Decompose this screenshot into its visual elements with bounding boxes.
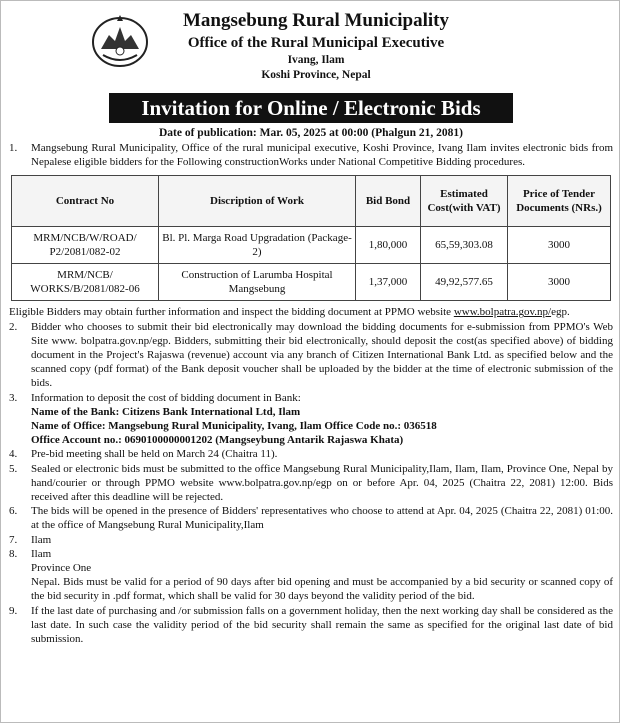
clause-text: Information to deposit the cost of bidding document in Bank:	[31, 391, 301, 404]
clause-5	[9, 462, 613, 505]
clause-number: 1.	[9, 142, 18, 154]
office-name: Name of Office: Mangsebung Rural Municipality, Ivang, Ilam Office Code no.: 036518	[31, 420, 437, 433]
notice-body	[9, 141, 613, 646]
col-description: Discription of Work	[159, 176, 356, 227]
contract-no-cell: MRM/NCB/W/ROAD/ P2/2081/082-02	[12, 227, 159, 264]
clause-2	[9, 320, 613, 391]
contract-no-cell: MRM/NCB/ WORKS/B/2081/082-06	[12, 264, 159, 301]
bid-bond-cell: 1,80,000	[356, 227, 421, 264]
estimated-cost-cell: 65,59,303.08	[421, 227, 508, 264]
clause-text: Mangsebung Rural Municipality, Office of the rural municipal executive, Koshi Province, Ivang Ilam invites electronic bids from Nepalese eligible bidders for the Following constructionWorks under National Competitive Bidding procedures.	[31, 142, 613, 169]
clause-number: 8.	[9, 547, 18, 560]
clause-text: Sealed or electronic bids must be submitted to the office Mangsebung Rural Municipality,Ilam, Ilam, Ilam, Province One, Nepal by hand/courier or through PPMO website www.bolpatra.gov.np/egp on or before Apr. 04, 2025 (Chaitra 22, 2081) 12:00. Bids received after this deadline will be rejected.	[31, 462, 613, 504]
clause-6	[9, 504, 613, 532]
tender-price-cell: 3000	[508, 264, 611, 301]
clause-8-province: Province One	[31, 562, 92, 575]
clause-number: 2.	[9, 320, 18, 333]
clause-number: 9.	[9, 604, 18, 617]
clause-1	[9, 141, 613, 169]
clause-text: Pre-bid meeting shall be held on March 24 (Chaitra 11).	[31, 448, 278, 461]
contracts-table	[11, 175, 611, 301]
municipality-title: Mangsebung Rural Municipality	[182, 10, 450, 31]
letterhead	[151, 9, 481, 83]
col-contract-no: Contract No	[12, 176, 159, 227]
estimated-cost-cell: 49,92,577.65	[421, 264, 508, 301]
clause-3	[9, 391, 613, 405]
bank-name: Name of the Bank: Citizens Bank International Ltd, Ilam	[31, 405, 301, 418]
clause-8	[9, 547, 613, 561]
col-estimated-cost: Estimated Cost(with VAT)	[421, 176, 508, 227]
eligible-tail: egp.	[551, 306, 570, 319]
table-row	[12, 227, 611, 264]
description-cell: Construction of Larumba Hospital Mangsebung	[159, 264, 356, 301]
eligible-bidders-note	[9, 305, 613, 319]
clause-text: If the last date of purchasing and /or submission falls on a government holiday, then the next working day shall be considered as the last date. In such case the validity period of the bid security shall remain the same as specified for the original last date of bid submission.	[31, 604, 613, 646]
clause-text: Ilam	[31, 547, 52, 560]
clause-number: 7.	[9, 533, 18, 546]
eligible-text: Eligible Bidders may obtain further information and inspect the bidding document at PPMO website	[9, 306, 454, 319]
notice-banner: Invitation for Online / Electronic Bids	[109, 93, 513, 123]
table-row	[12, 264, 611, 301]
clause-9	[9, 604, 613, 647]
ppmo-link[interactable]: www.bolpatra.gov.np/	[453, 306, 552, 319]
clause-8-validity: Nepal. Bids must be valid for a period of 90 days after bid opening and must be accompanied by a bid security or scanned copy of the bid security in .pdf format, which shall be valid for 30 days beyond the validity period of the bid.	[31, 576, 613, 603]
account-number: Office Account no.: 0690100000001202 (Mangseybung Antarik Rajaswa Khata)	[31, 434, 404, 447]
col-bid-bond: Bid Bond	[356, 176, 421, 227]
clause-number: 5.	[9, 462, 18, 475]
clause-number: 4.	[9, 448, 18, 461]
col-tender-price: Price of Tender Documents (NRs.)	[508, 176, 611, 227]
clause-number: 6.	[9, 505, 18, 518]
province-line: Koshi Province, Nepal	[261, 69, 371, 81]
clause-4	[9, 447, 613, 461]
tender-price-cell: 3000	[508, 227, 611, 264]
table-header-row	[12, 176, 611, 227]
clause-number: 3.	[9, 391, 18, 404]
description-cell: Bl. Pl. Marga Road Upgradation (Package-2)	[159, 227, 356, 264]
clause-text: Bidder who chooses to submit their bid electronically may download the bidding documents for e-submission from PPMO's Web Site www. bolpatra.gov.np/egp. Bidders, submitting their bid electronically, should deposit the cost(as specified above) of bidding document in the Project's Rajaswa (revenue) account via any branch of Citizen International Bank Ltd. as specified below and the scanned copy (pdf format) of the Bank deposit voucher shall be uploaded by the bidder at the time of electronic submission of the bids.	[31, 320, 613, 390]
publication-date: Date of publication: Mar. 05, 2025 at 00:00 (Phalgun 21, 2081)	[158, 127, 463, 139]
clause-text: The bids will be opened in the presence of Bidders' representatives who choose to attend at Apr. 04, 2025 (Chaitra 22, 2081) 01:00. at the office of Mangsebung Rural Municipality,Ilam	[31, 505, 613, 532]
clause-7	[9, 533, 613, 547]
office-title: Office of the Rural Municipal Executive	[187, 35, 445, 51]
government-emblem-icon	[89, 9, 151, 71]
bid-bond-cell: 1,37,000	[356, 264, 421, 301]
location-line: Ivang, Ilam	[287, 54, 345, 66]
clause-text: Ilam	[31, 533, 52, 546]
